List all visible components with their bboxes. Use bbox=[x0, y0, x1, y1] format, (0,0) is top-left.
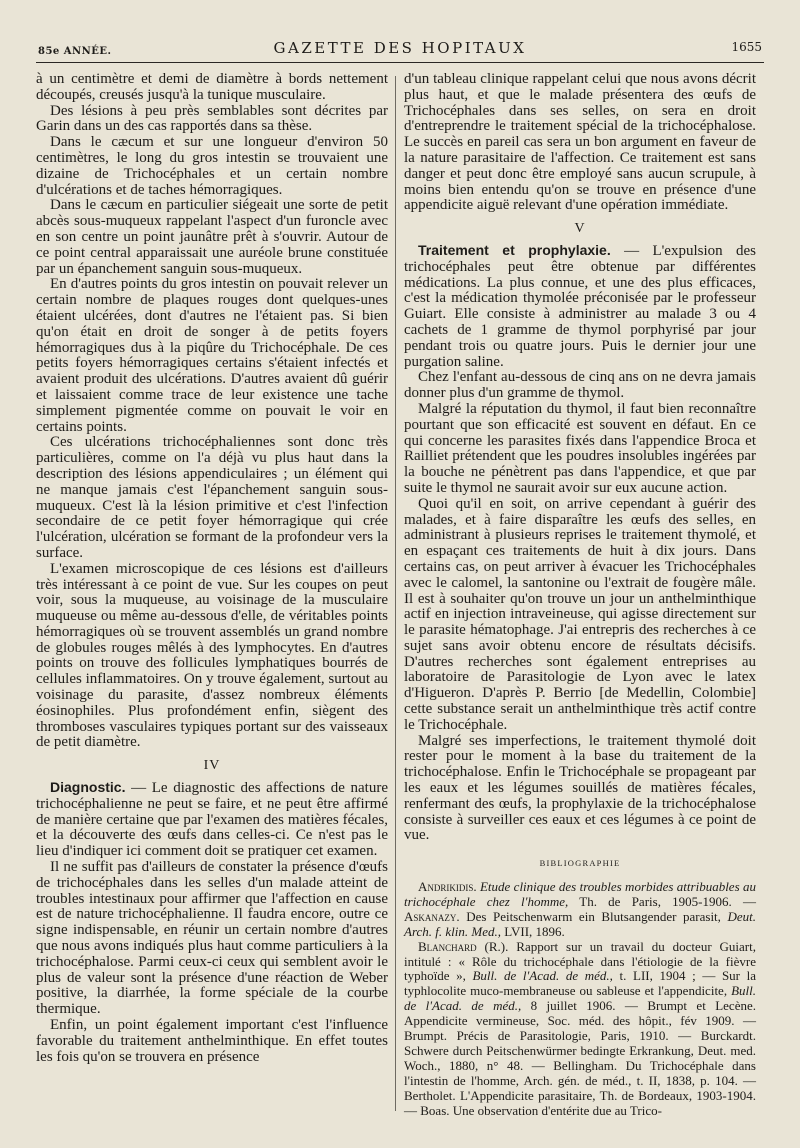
page-header bbox=[36, 38, 764, 63]
journal-name: Deut. Arch. f. klin. Med., bbox=[404, 908, 756, 939]
reference-text: t. LII, 1904 ; — Sur la typhlocolite muco-membraneuse ou sableuse et l'appendicite, bbox=[404, 968, 757, 999]
left-column bbox=[36, 72, 388, 1065]
section-title-treatment: Traitement et prophylaxie. bbox=[418, 241, 611, 258]
paragraph: Chez l'enfant au-dessous de cinq ans on ne devra jamais donner plus d'un gramme de thymol. bbox=[404, 369, 756, 402]
section-paragraph bbox=[404, 243, 756, 370]
section-text: — L'expulsion des trichocéphales peut être obtenue par différentes médications. La plus connue, et une des plus efficaces, c'est la médication thymolée préconisée par le professeur Guiart. Elle consiste à administrer au malade 3 ou 4 cachets de 1 gramme de thymol porphyrisé par jour pendant trois ou quatre jours. Puis le dernier jour une purgation saline. bbox=[404, 242, 756, 370]
reference-text: Th. de Paris, 1905-1906. — bbox=[568, 893, 756, 909]
bibliography-entry bbox=[404, 940, 756, 1119]
paragraph: Dans le cæcum en particulier siégeait une sorte de petit abcès sous-muqueux rappelant l'aspect d'un furoncle avec en son centre un point jaunâtre prêt à s'ouvrir. Autour de ce point central apparaissait une auréole brune constituée par un épanchement sanguin sous-muqueux. bbox=[36, 197, 388, 277]
paragraph: En d'autres points du gros intestin on pouvait relever un certain nombre de plaques rouges dont quelques-unes étaient ulcérées, dont d'autres ne l'étaient pas. Si bien qu'on était en droit de songer à de petits foyers hémorragiques dus à la piqûre du Trichocéphale. De ces petits foyers hémorragiques certains s'étaient infectés et avaient produit des ulcérations. D'autres avaient dû guérir et laissaient comme trace de leur existence une tache simplement pigmentée comme on pouvait le voir en certains points. bbox=[36, 276, 388, 435]
section-title-diagnostic: Diagnostic. bbox=[50, 779, 126, 796]
reference-text: LVII, 1896. bbox=[501, 923, 565, 939]
paragraph: à un centimètre et demi de diamètre à bords nettement découpés, creusés jusqu'à la tunique musculaire. bbox=[36, 71, 388, 103]
section-number-v: V bbox=[574, 221, 586, 237]
paragraph: Quoi qu'il en soit, on arrive cependant à guérir des malades, et à faire disparaître les œufs des selles, en administrant à plusieurs reprises le traitement thymolé, et en espaçant ces traitements de huit à dix jours. Dans certains cas, on peut arriver à évacuer les Trichocéphales avec le calomel, la santonine ou l'extrait de fougère mâle. Il est à souhaiter qu'on trouve un jour un anthelminthique actif en injection intraveineuse, qui agisse directement sur le parasite hématophage. J'ai entrepris des recherches à ce sujet sans avoir obtenu encore de résultats décisifs. D'autres recherches sont également entreprises au laboratoire de Parasitologie de Lyon avec le latex d'Higueron. D'après P. Berrio [de Medellin, Colombie] cette substance serait un anthelminthique très actif contre le Trichocéphale. bbox=[404, 495, 756, 733]
journal-name: Bull. de l'Acad. de méd., bbox=[472, 968, 613, 984]
bibliography-entry bbox=[404, 880, 756, 940]
reference-text: Des Peitschenwarm ein Blutsangender parasit, bbox=[459, 908, 728, 924]
paragraph: Des lésions à peu près semblables sont décrites par Garin dans un des cas rapportés dans sa thèse. bbox=[36, 102, 388, 135]
section-text: — Le diagnostic des affections de nature trichocéphalienne ne peut se faire, et ne peut être affirmé de manière certaine que par l'examen des matières fécales, et la découverte des œufs dans celles-ci. Ce n'est pas le lieu d'indiquer ici comment doit se pratiquer cet examen. bbox=[36, 780, 388, 860]
bibliography-heading: BIBLIOGRAPHIE bbox=[539, 858, 621, 869]
section-number-iv: IV bbox=[203, 758, 221, 774]
journal-name: Bull. de l'Acad. de méd., bbox=[404, 983, 756, 1014]
reference-text: 8 juillet 1906. — Brumpt et Lecène. Appendicite vermineuse, Soc. méd. des hôpit., fév 1909. — Brumpt. Précis de Parasitologie, Paris, 1910. — Burckardt. Schwere durch Peitschenwürmer bedingte Erkrankung, Deut. med. Woch., 1880, n° 48. — Bellingham. Du Trichocéphale dans l'intestin de l'homme, Arch. gén. de méd., t. II, 1838, p. 104. — Bertholet. L'Appendicite parasitaire, Th. de Bordeaux, 1903-1904. — Boas. Une observation d'entérite due au Trico- bbox=[404, 998, 756, 1118]
section-paragraph bbox=[36, 780, 388, 860]
author-name: Andrikidis. bbox=[418, 879, 477, 895]
column-divider bbox=[395, 76, 396, 1111]
paragraph: Dans le cæcum et sur une longueur d'environ 50 centimètres, le long du gros intestin se trouvaient une dizaine de Trichocéphales et un certain nombre d'ulcérations et de taches hémorragiques. bbox=[36, 134, 388, 198]
paragraph: d'un tableau clinique rappelant celui que nous avons décrit plus haut, et que le malade présentera des œufs de Trichocéphales dans ses selles, on sera en droit d'entreprendre le traitement spécial de la trichocéphalose. Le succès en pareil cas sera un bon argument en faveur de la nature parasitaire de l'affection. Ce traitement est sans danger et peut donc être employé sans aucun scrupule, à moins bien entendu qu'on se trouve en présence d'une appendicite aiguë relevant d'une opération immédiate. bbox=[404, 71, 756, 214]
paragraph: L'examen microscopique de ces lésions est d'ailleurs très intéressant à ce point de vue. Sur les coupes on peut voir, sous la muqueuse, au voisinage de la musculaire muqueuse ou même au-dessous d'elle, de véritables points hémorragiques où se trouvent assemblés un grand nombre de globules rouges mêlés à des lymphocytes. En d'autres points on trouve des follicules lymphatiques bourrés de cellules inflammatoires. On y trouve également, surtout au voisinage du parasite, d'assez nombreux éléments éosinophiles. Plus profondément enfin, siègent des thromboses vasculaires typiques portant sur des vaisseaux de petit diamètre. bbox=[36, 560, 388, 751]
reference-text: Rapport sur un travail du docteur Guiart, intitulé : « Rôle du trichocéphale dans l'étiologie de la fièvre typhoïde », bbox=[404, 938, 756, 984]
author-name: Blanchard (R.). bbox=[418, 938, 509, 954]
author-name: Askanazy. bbox=[404, 908, 460, 924]
journal-title: GAZETTE DES HOPITAUX bbox=[273, 39, 527, 57]
issue-year: 85e ANNÉE. bbox=[38, 46, 112, 57]
page-number: 1655 bbox=[731, 40, 762, 54]
paragraph: Ces ulcérations trichocéphaliennes sont donc très particulières, comme on l'a déjà vu plus haut dans la description des lésions appendiculaires ; un élément qui ne manque jamais c'est l'épanchement sanguin sous-muqueux. C'est là la lésion primitive et c'est l'infection secondaire de ce petit foyer hémorragique qui crée l'ulcération, ulcération se formant de la profondeur vers la surface. bbox=[36, 434, 388, 561]
paragraph: Enfin, un point également important c'est l'influence favorable du traitement anthelminthique. En effet toutes les fois qu'on se trouvera en présence bbox=[36, 1017, 388, 1065]
paragraph: Il ne suffit pas d'ailleurs de constater la présence d'œufs de trichocéphales dans les selles d'un malade atteint de troubles intestinaux pour affirmer que l'affection en cause est de nature trichocéphalienne. Il faudra encore, outre ce signe indispensable, en réunir un certain nombre d'autres que nous avons indiqués plus haut comme particuliers à la trichocéphalose. Parmi ceux-ci ceux qui semblent avoir le plus de valeur sont la présence d'une réaction de Weber positive, la diarrhée, la forme spéciale de la courbe thermique. bbox=[36, 859, 388, 1018]
paragraph: Malgré la réputation du thymol, il faut bien reconnaître pourtant que son efficacité est souvent en défaut. En ce qui concerne les parasites fixés dans l'appendice Broca et Railliet prétendent que les poudres insolubles ingérées par la bouche ne pénètrent pas dans l'appendice, et que par suite le thymol ne saurait avoir sur eux aucune action. bbox=[404, 400, 756, 496]
paragraph: Malgré ses imperfections, le traitement thymolé doit rester pour le moment à la base du traitement de la trichocéphalose. Enfin le Trichocéphale se propageant par les eaux et les légumes souillés de matières fécales, renfermant des œufs, la prophylaxie de la trichocéphalose consiste à surveiller ces eaux et ces légumes à ce point de vue. bbox=[404, 732, 756, 844]
right-column bbox=[404, 72, 756, 1119]
work-title: Etude clinique des troubles morbides attribuables au trichocéphale chez l'homme, bbox=[404, 879, 756, 909]
bibliography bbox=[404, 880, 756, 1119]
